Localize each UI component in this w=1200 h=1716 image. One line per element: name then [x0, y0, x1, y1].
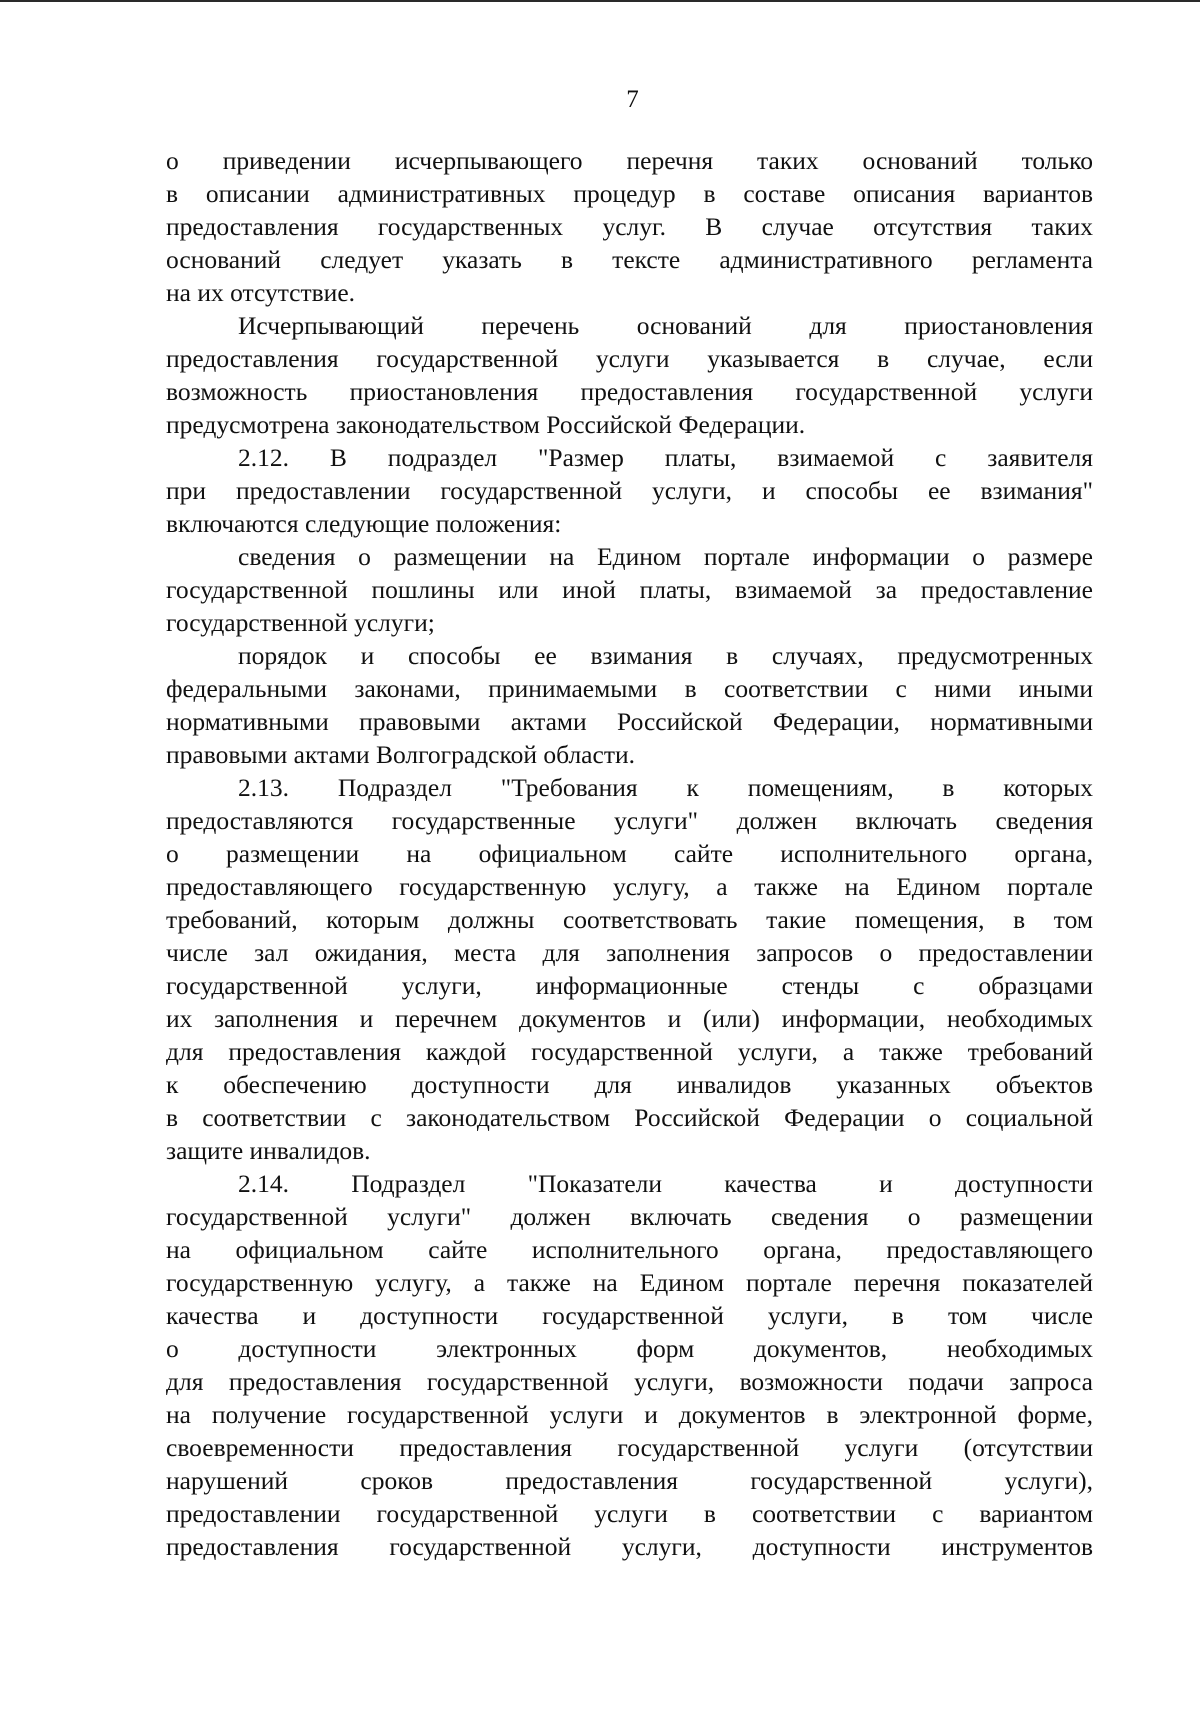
- text-line: возможность приостановления предоставления государственной услуги: [166, 377, 1093, 406]
- text-line: на получение государственной услуги и документов в электронной форме,: [166, 1400, 1093, 1429]
- text-line: предоставляются государственные услуги" должен включать сведения: [166, 806, 1093, 835]
- document-body: [166, 144, 1093, 1563]
- text-line: государственной услуги;: [166, 608, 435, 637]
- page-number: 7: [626, 86, 639, 113]
- text-line: сведения о размещении на Едином портале информации о размере: [238, 542, 1093, 571]
- text-line: на официальном сайте исполнительного органа, предоставляющего: [166, 1235, 1093, 1264]
- text-line: в соответствии с законодательством Российской Федерации о социальной: [166, 1103, 1093, 1132]
- text-line: предоставляющего государственную услугу, а также на Едином портале: [166, 872, 1093, 901]
- text-line: требований, которым должны соответствовать такие помещения, в том: [166, 905, 1093, 934]
- text-line: предоставления государственной услуги указывается в случае, если: [166, 344, 1093, 373]
- text-line: при предоставлении государственной услуги, и способы ее взимания": [166, 476, 1093, 505]
- text-line: на их отсутствие.: [166, 278, 356, 307]
- text-line: своевременности предоставления государственной услуги (отсутствии: [166, 1433, 1093, 1462]
- text-line: числе зал ожидания, места для заполнения запросов о предоставлении: [166, 938, 1093, 967]
- text-line: предоставления государственных услуг. В случае отсутствия таких: [166, 212, 1093, 241]
- text-line: государственной услуги" должен включать сведения о размещении: [166, 1202, 1093, 1231]
- text-line: государственной услуги, информационные стенды с образцами: [166, 971, 1093, 1000]
- text-line: порядок и способы ее взимания в случаях, предусмотренных: [238, 641, 1093, 670]
- text-line: государственную услугу, а также на Едином портале перечня показателей: [166, 1268, 1093, 1297]
- text-line: для предоставления государственной услуги, возможности подачи запроса: [166, 1367, 1093, 1396]
- text-line: оснований следует указать в тексте административного регламента: [166, 245, 1093, 274]
- text-line: государственной пошлины или иной платы, взимаемой за предоставление: [166, 575, 1093, 604]
- text-line: 2.14. Подраздел "Показатели качества и доступности: [238, 1169, 1093, 1198]
- text-line: правовыми актами Волгоградской области.: [166, 740, 635, 769]
- text-line: предусмотрена законодательством Российской Федерации.: [166, 410, 806, 439]
- text-line: в описании административных процедур в составе описания вариантов: [166, 179, 1093, 208]
- text-line: предоставлении государственной услуги в соответствии с вариантом: [166, 1499, 1093, 1528]
- text-line: включаются следующие положения:: [166, 509, 562, 538]
- text-line: 2.12. В подраздел "Размер платы, взимаемой с заявителя: [238, 443, 1093, 472]
- text-line: о размещении на официальном сайте исполнительного органа,: [166, 839, 1093, 868]
- text-line: нарушений сроков предоставления государственной услуги),: [166, 1466, 1093, 1495]
- text-line: их заполнения и перечнем документов и (или) информации, необходимых: [166, 1004, 1093, 1033]
- text-line: нормативными правовыми актами Российской Федерации, нормативными: [166, 707, 1093, 736]
- text-line: предоставления государственной услуги, доступности инструментов: [166, 1532, 1093, 1561]
- text-line: для предоставления каждой государственной услуги, а также требований: [166, 1037, 1093, 1066]
- page-top-edge: [0, 0, 1200, 2]
- text-line: 2.13. Подраздел "Требования к помещениям, в которых: [238, 773, 1093, 802]
- text-line: о приведении исчерпывающего перечня таких оснований только: [166, 146, 1093, 175]
- text-line: качества и доступности государственной услуги, в том числе: [166, 1301, 1093, 1330]
- text-line: к обеспечению доступности для инвалидов указанных объектов: [166, 1070, 1093, 1099]
- text-line: о доступности электронных форм документов, необходимых: [166, 1334, 1093, 1363]
- text-line: Исчерпывающий перечень оснований для приостановления: [238, 311, 1093, 340]
- text-line: федеральными законами, принимаемыми в соответствии с ними иными: [166, 674, 1093, 703]
- text-line: защите инвалидов.: [166, 1136, 371, 1165]
